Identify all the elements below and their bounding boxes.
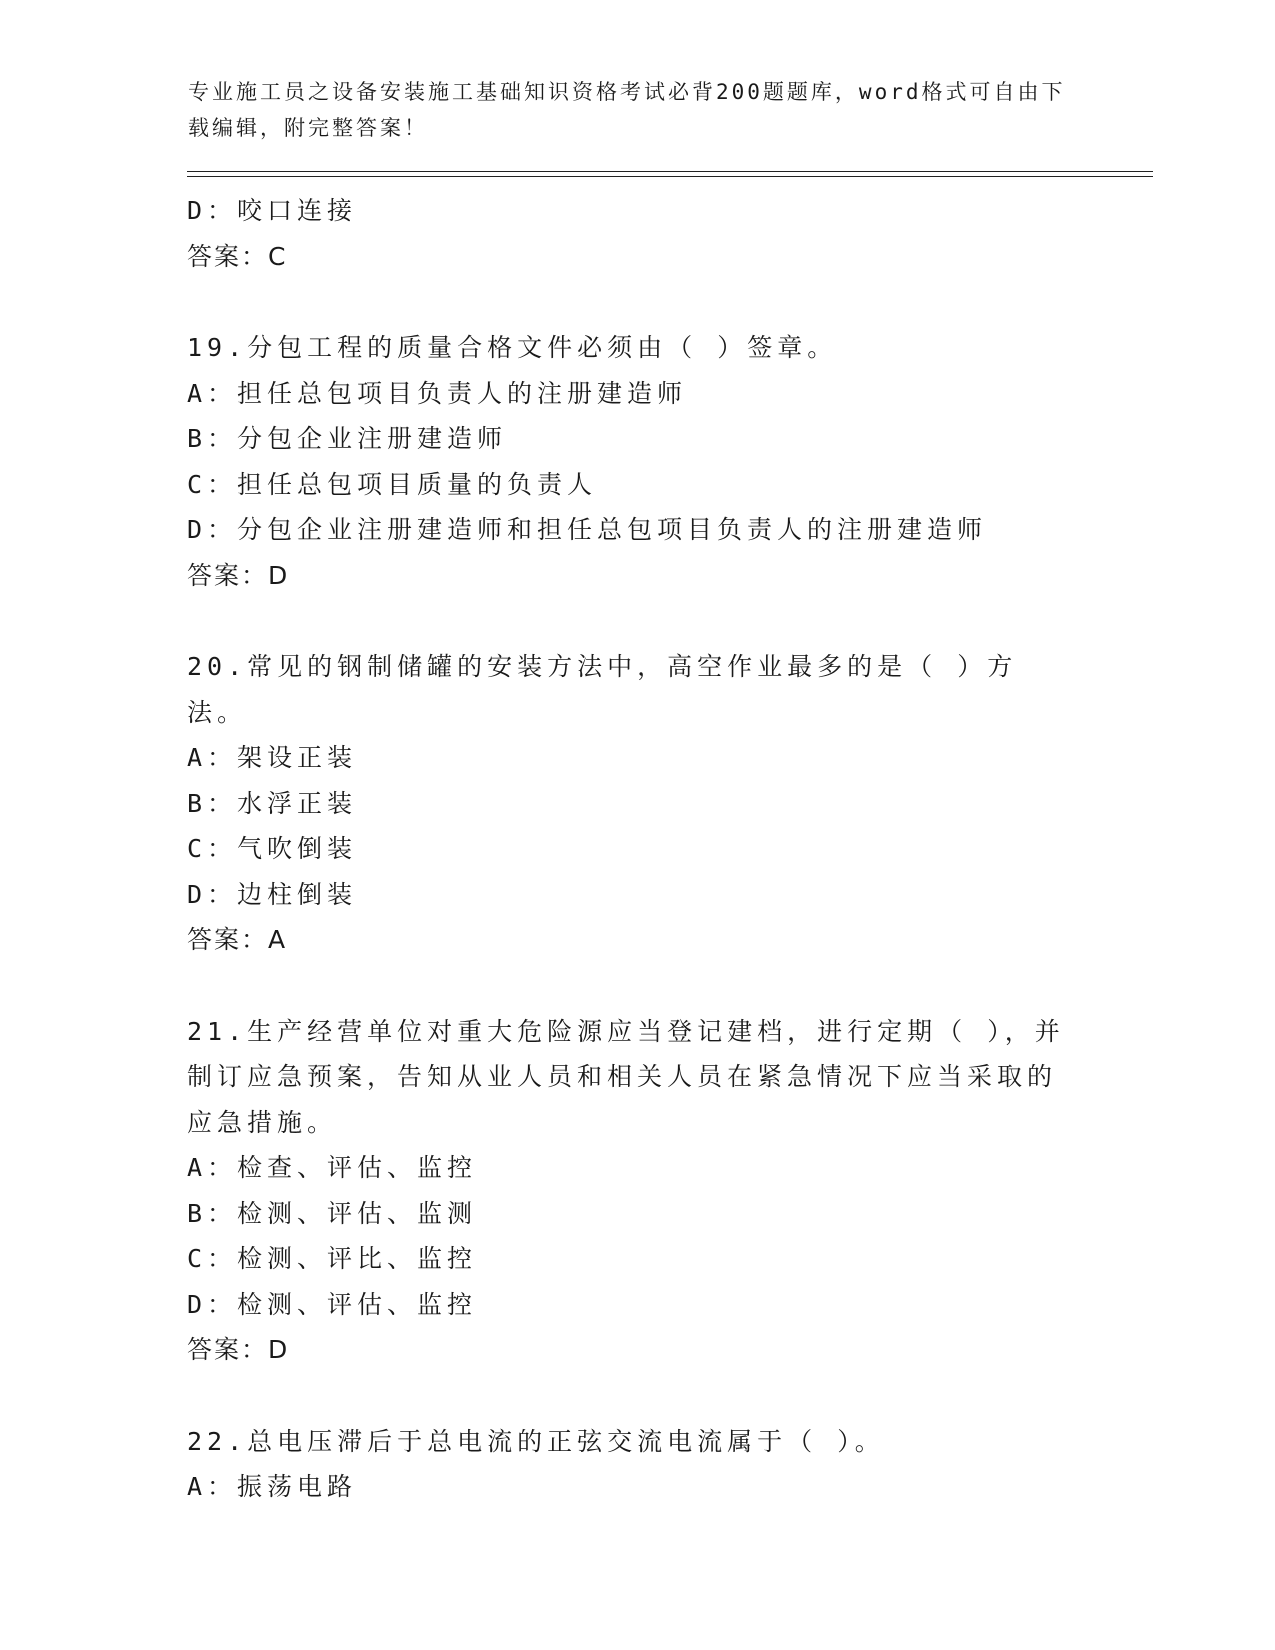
spacer [187, 963, 1067, 1009]
question-19 [187, 325, 1067, 598]
option-a: A：担任总包项目负责人的注册建造师 [187, 378, 688, 408]
question-22 [187, 1419, 1067, 1510]
header-divider-top [187, 171, 1153, 172]
spacer [187, 598, 1067, 644]
option-a: A：架设正装 [187, 743, 358, 772]
option-a: A：振荡电路 [187, 1472, 358, 1501]
option-c: C：检测、评比、监控 [187, 1244, 478, 1273]
header-divider-bottom [187, 176, 1153, 177]
document-header [188, 74, 1078, 146]
question-20 [187, 644, 1067, 963]
header-title: 专业施工员之设备安装施工基础知识资格考试必背200题题库，word格式可自由下载编辑，附完整答案！ [188, 80, 1066, 140]
answer-line: 答案：C [187, 241, 288, 271]
option-a: A：检查、评估、监控 [187, 1153, 478, 1182]
option-d: D：咬口连接 [187, 196, 358, 225]
question-21 [187, 1009, 1067, 1373]
answer-line: 答案：A [187, 925, 288, 954]
option-d: D：检测、评估、监控 [187, 1289, 478, 1319]
spacer [187, 1373, 1067, 1419]
question-content [187, 188, 1067, 1510]
option-c: C：担任总包项目质量的负责人 [187, 469, 598, 499]
option-d: D：边柱倒装 [187, 879, 358, 909]
option-b: B：水浮正装 [187, 788, 358, 818]
option-b: B：检测、评估、监测 [187, 1198, 478, 1228]
question-stem: 21.生产经营单位对重大危险源应当登记建档，进行定期（ ），并制订应急预案，告知从业人员和相关人员在紧急情况下应当采取的应急措施。 [187, 1016, 1065, 1137]
option-c: C：气吹倒装 [187, 834, 358, 863]
question-stem: 22.总电压滞后于总电流的正弦交流电流属于（ ）。 [187, 1426, 885, 1456]
question-stem: 20.常见的钢制储罐的安装方法中，高空作业最多的是（ ）方法。 [187, 652, 1018, 727]
answer-line: 答案：D [187, 1335, 290, 1364]
answer-line: 答案：D [187, 560, 290, 590]
spacer [187, 279, 1067, 325]
previous-question-tail [187, 188, 1067, 279]
option-b: B：分包企业注册建造师 [187, 424, 508, 453]
question-stem: 19.分包工程的质量合格文件必须由（ ）签章。 [187, 333, 838, 362]
option-d: D：分包企业注册建造师和担任总包项目负责人的注册建造师 [187, 515, 988, 544]
